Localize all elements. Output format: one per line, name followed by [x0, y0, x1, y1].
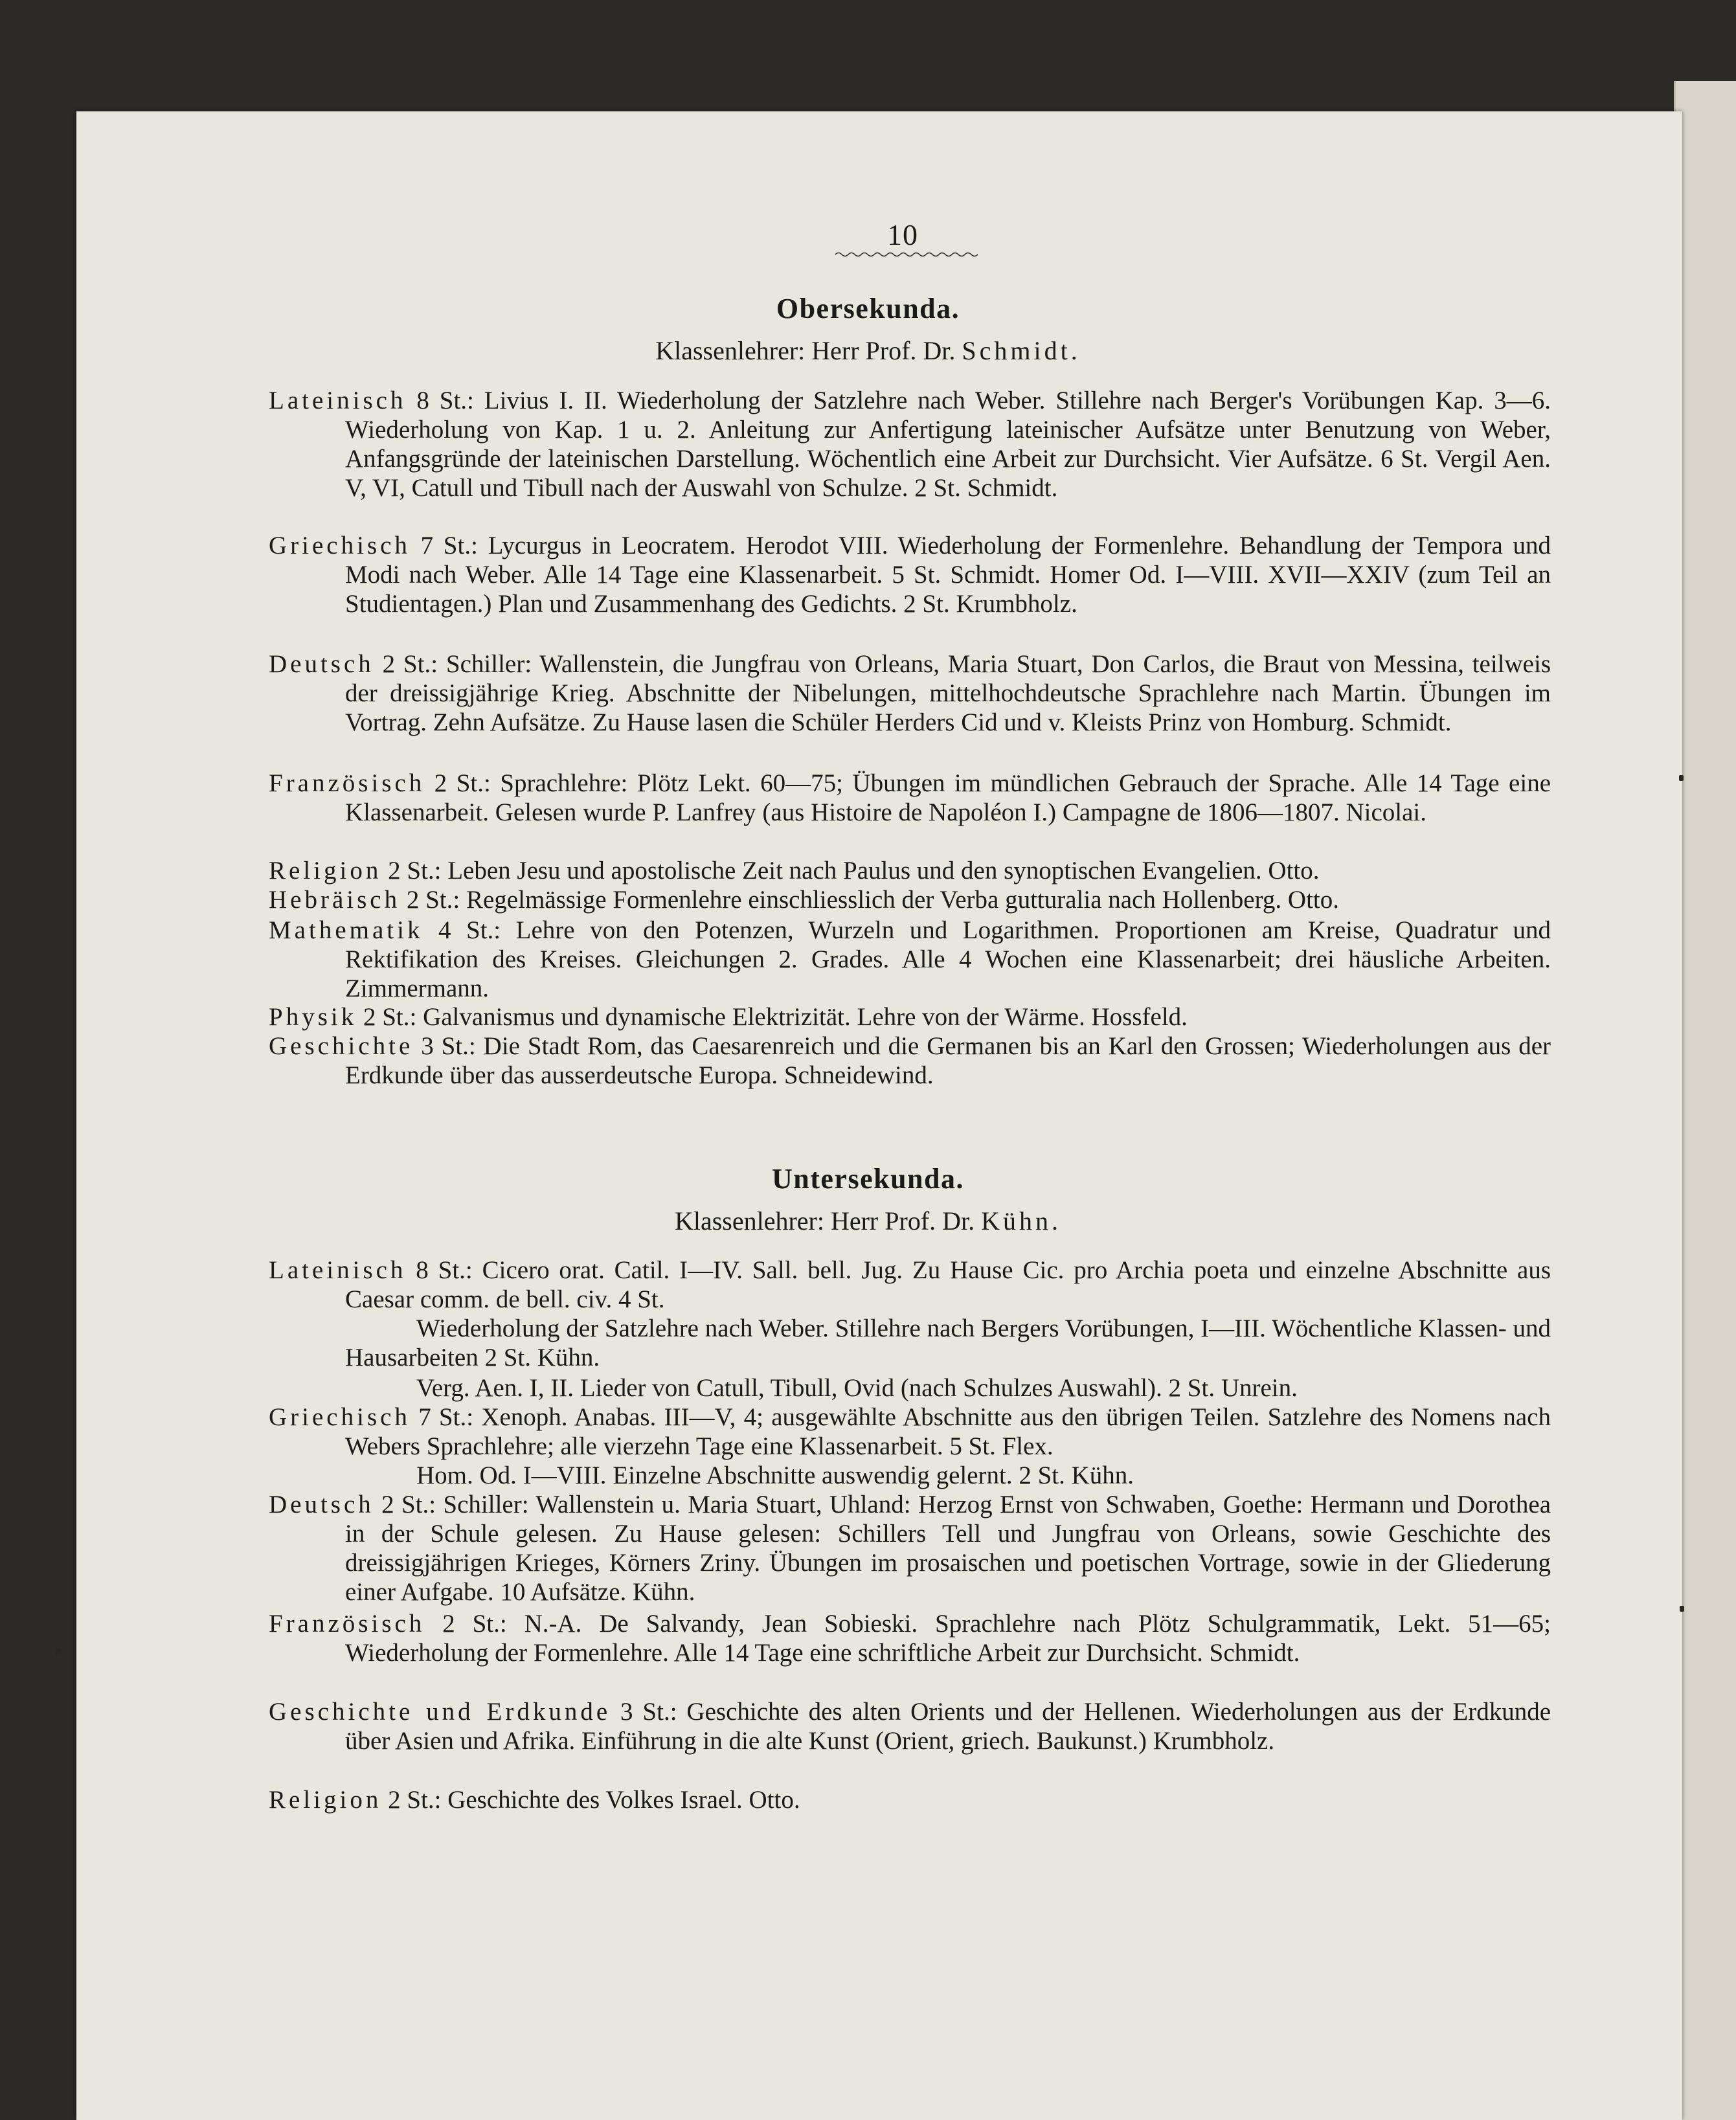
subject-name: Mathematik: [269, 916, 423, 944]
subject-text: 2 St.: Sprachlehre: Plötz Lekt. 60—75; Übungen im mündlichen Gebrauch der Sprache. Alle 14 Tage eine Klassenarbeit. Gelesen wurde P. Lanfrey (aus Histoire de Napoléon I.) Campagne de 1806—1807. Nicolai.: [345, 769, 1551, 826]
subject-entry-latein: [269, 386, 1551, 502]
subject-name: Physik: [269, 1003, 357, 1031]
subject-text: 3 St.: Geschichte des alten Orients und der Hellenen. Wiederholungen aus der Erdkunde über Asien und Afrika. Einführung in die alte Kunst (Orient, griech. Baukunst.) Krumbholz.: [345, 1698, 1551, 1755]
subject-entry-mathematik: [269, 916, 1551, 1003]
subject-text: 8 St.: Cicero orat. Catil. I—IV. Sall. bell. Jug. Zu Hause Cic. pro Archia poeta und einzelne Abschnitte aus Caesar comm. de bell. civ. 4 St.: [345, 1256, 1551, 1313]
wavy-rule: [835, 251, 978, 258]
adjacent-page-edge: [1674, 81, 1736, 2120]
subject-name: Französisch: [269, 769, 425, 797]
subject-continuation: Hom. Od. I—VIII. Einzelne Abschnitte auswendig gelernt. 2 St. Kühn.: [416, 1461, 1134, 1489]
subject-entry-deutsch: [269, 649, 1551, 737]
subject-name: Geschichte: [269, 1032, 414, 1060]
margin-mark: [1680, 1606, 1684, 1612]
subject-text: 4 St.: Lehre von den Potenzen, Wurzeln und Logarithmen. Proportionen am Kreise, Quadratur und Rektifikation des Kreises. Gleichungen 2. Grades. Alle 4 Wochen eine Klassenarbeit; drei häusliche Arbeiten. Zimmermann.: [345, 916, 1551, 1002]
subject-name: Deutsch: [269, 650, 374, 678]
class-teacher-line: [0, 335, 1736, 366]
subject-name: Lateinisch: [269, 1256, 407, 1284]
section-heading-obersekunda: Obersekunda.: [776, 293, 960, 324]
subject-entry-griechisch: [269, 1403, 1551, 1461]
class-teacher-prefix: Klassenlehrer: Herr Prof. Dr.: [655, 336, 956, 365]
class-teacher-line: [0, 1206, 1736, 1236]
subject-name: Deutsch: [269, 1491, 374, 1518]
subject-name: Religion: [269, 857, 382, 885]
subject-name: Lateinisch: [269, 387, 407, 414]
subject-continuation: Wiederholung der Satzlehre nach Weber. Stillehre nach Bergers Vorübungen, I—III. Wöchentliche Klassen- und Hausarbeiten 2 St. Kühn.: [345, 1314, 1551, 1371]
subject-text: 2 St.: Regelmässige Formenlehre einschliesslich der Verba gutturalia nach Hollenberg. Otto.: [406, 886, 1339, 914]
subject-name: Griechisch: [269, 532, 411, 559]
subject-name: Geschichte und Erdkunde: [269, 1698, 611, 1726]
subject-text: 2 St.: Schiller: Wallenstein, die Jungfrau von Orleans, Maria Stuart, Don Carlos, die Braut von Messina, teilweis der dreissigjährige Krieg. Abschnitte der Nibelungen, mittelhochdeutsche Sprachlehre nach Martin. Übungen im Vortrag. Zehn Aufsätze. Zu Hause lasen die Schüler Herders Cid und v. Kleists Prinz von Homburg. Schmidt.: [345, 650, 1551, 736]
subject-text: 3 St.: Die Stadt Rom, das Caesarenreich und die Germanen bis an Karl den Grossen; Wiederholungen aus der Erdkunde über das ausserdeutsche Europa. Schneidewind.: [345, 1032, 1551, 1089]
subject-entry-geschichte: [269, 1032, 1551, 1090]
subject-name: Religion: [269, 1786, 382, 1814]
page-number: 10: [887, 218, 918, 251]
margin-mark: [56, 1648, 62, 1655]
subject-entry-physik: [269, 1002, 1551, 1032]
subject-entry-geschichte-erdkunde: [269, 1697, 1551, 1755]
class-teacher-name: Schmidt.: [962, 336, 1081, 365]
subject-name: Französisch: [269, 1610, 425, 1638]
subject-entry-religion: [269, 856, 1551, 885]
subject-entry-hebraeisch: [269, 885, 1551, 914]
subject-entry-franzoesisch: [269, 1609, 1551, 1667]
subject-name: Hebräisch: [269, 886, 401, 914]
subject-text: 2 St.: N.-A. De Salvandy, Jean Sobieski. Sprachlehre nach Plötz Schulgrammatik, Lekt. 51—65; Wiederholung der Formenlehre. Alle 14 Tage eine schriftliche Arbeit zur Durchsicht. Schmidt.: [345, 1610, 1551, 1667]
section-heading-untersekunda: Untersekunda.: [772, 1163, 964, 1195]
subject-text: 8 St.: Livius I. II. Wiederholung der Satzlehre nach Weber. Stillehre nach Berger's Vorübungen Kap. 3—6. Wiederholung von Kap. 1 u. 2. Anleitung zur Anfertigung lateinischer Aufsätze unter Benutzung von Weber, Anfangsgründe der lateinischen Darstellung. Wöchentlich eine Arbeit zur Durchsicht. Vier Aufsätze. 6 St. Vergil Aen. V, VI, Catull und Tibull nach der Auswahl von Schulze. 2 St. Schmidt.: [345, 387, 1551, 502]
class-teacher-name: Kühn.: [981, 1206, 1062, 1235]
subject-entry-griechisch: [269, 531, 1551, 618]
class-teacher-prefix: Klassenlehrer: Herr Prof. Dr.: [674, 1206, 975, 1235]
subject-entry-religion: [269, 1785, 1551, 1814]
subject-text: 2 St.: Schiller: Wallenstein u. Maria Stuart, Uhland: Herzog Ernst von Schwaben, Goethe: Hermann und Dorothea in der Schule gelesen. Zu Hause gelesen: Schillers Tell und Jungfrau von Orleans, sowie Geschichte des dreissigjährigen Krieges, Körners Zriny. Übungen im prosaischen und poetischen Vortrage, sowie in der Gliederung einer Aufgabe. 10 Aufsätze. Kühn.: [345, 1491, 1551, 1606]
subject-entry-deutsch: [269, 1490, 1551, 1607]
subject-text: 2 St.: Leben Jesu und apostolische Zeit nach Paulus und den synoptischen Evangelien. Otto.: [388, 857, 1320, 885]
subject-text: 2 St.: Galvanismus und dynamische Elektrizität. Lehre von der Wärme. Hossfeld.: [363, 1003, 1188, 1031]
subject-name: Griechisch: [269, 1403, 411, 1431]
subject-entry-franzoesisch: [269, 769, 1551, 827]
margin-mark: [1679, 775, 1684, 781]
subject-text: 7 St.: Xenoph. Anabas. III—V, 4; ausgewählte Abschnitte aus den übrigen Teilen. Satzlehre des Nomens nach Webers Sprachlehre; alle vierzehn Tage eine Klassenarbeit. 5 St. Flex.: [345, 1403, 1551, 1460]
subject-continuation: Verg. Aen. I, II. Lieder von Catull, Tibull, Ovid (nach Schulzes Auswahl). 2 St. Unrein.: [416, 1374, 1298, 1402]
subject-text: 2 St.: Geschichte des Volkes Israel. Otto.: [388, 1786, 800, 1814]
subject-text: 7 St.: Lycurgus in Leocratem. Herodot VIII. Wiederholung der Formenlehre. Behandlung der Tempora und Modi nach Weber. Alle 14 Tage eine Klassenarbeit. 5 St. Schmidt. Homer Od. I—VIII. XVII—XXIV (zum Teil an Studientagen.) Plan und Zusammenhang des Gedichts. 2 St. Krumbholz.: [345, 532, 1551, 618]
subject-entry-latein: [269, 1256, 1551, 1314]
